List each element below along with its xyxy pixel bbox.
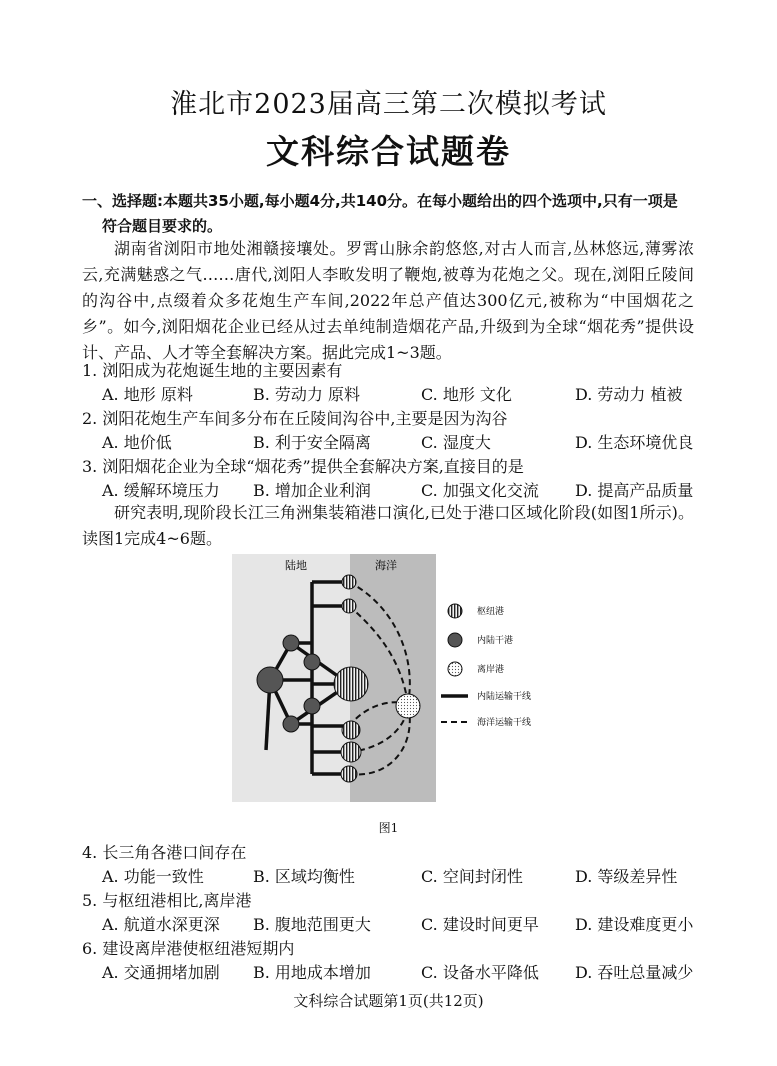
- exam-subtitle: 文科综合试题卷: [266, 132, 511, 171]
- question-3-option-d[interactable]: D. 提高产品质量: [575, 481, 694, 500]
- legend-inland-line: 内陆运输干线: [477, 692, 532, 702]
- question-3-option-c[interactable]: C. 加强文化交流: [421, 481, 539, 500]
- port-regionalization-diagram: [232, 554, 548, 802]
- legend-offshore: 离岸港: [477, 665, 505, 675]
- question-6-option-c[interactable]: C. 设备水平降低: [421, 963, 539, 982]
- question-6-option-d[interactable]: D. 吞吐总量减少: [575, 963, 694, 982]
- exam-title: 淮北市2023届高三第二次模拟考试: [170, 89, 607, 120]
- offshore-port: [396, 694, 420, 718]
- section-heading-line2: 符合题目要求的。: [102, 217, 223, 235]
- question-1-option-c[interactable]: C. 地形 文化: [421, 385, 512, 404]
- passage-2: 研究表明,现阶段长江三角洲集装箱港口演化,已处于港口区域化阶段(如图1所示)。读图1完成4~6题。: [82, 503, 694, 548]
- question-1-option-b[interactable]: B. 劳动力 原料: [253, 385, 361, 404]
- question-3-option-b[interactable]: B. 增加企业利润: [253, 481, 371, 500]
- hub-legend-icon: [448, 604, 462, 618]
- question-5-option-d[interactable]: D. 建设难度更小: [575, 915, 694, 934]
- question-2-option-a[interactable]: A. 地价低: [102, 433, 172, 452]
- question-2-option-d[interactable]: D. 生态环境优良: [575, 433, 694, 452]
- question-5-option-b[interactable]: B. 腹地范围更大: [253, 915, 371, 934]
- page-footer: 文科综合试题第1页(共12页): [293, 992, 484, 1010]
- question-4-stem: 4. 长三角各港口间存在: [82, 843, 247, 862]
- question-1-stem: 1. 浏阳成为花炮诞生地的主要因素有: [82, 361, 343, 380]
- question-3-option-a[interactable]: A. 缓解环境压力: [102, 481, 220, 500]
- question-4-option-d[interactable]: D. 等级差异性: [575, 867, 678, 886]
- question-3-stem: 3. 浏阳烟花企业为全球“烟花秀”提供全套解决方案,直接目的是: [82, 457, 524, 476]
- question-5-stem: 5. 与枢纽港相比,离岸港: [82, 891, 252, 910]
- inland-legend-icon: [448, 633, 462, 647]
- question-2-stem: 2. 浏阳花炮生产车间多分布在丘陵间沟谷中,主要是因为沟谷: [82, 409, 508, 428]
- question-6-stem: 6. 建设离岸港使枢纽港短期内: [82, 939, 295, 958]
- question-4-option-b[interactable]: B. 区域均衡性: [253, 867, 355, 886]
- question-5-option-c[interactable]: C. 建设时间更早: [421, 915, 539, 934]
- question-4-option-c[interactable]: C. 空间封闭性: [421, 867, 523, 886]
- question-6-option-a[interactable]: A. 交通拥堵加剧: [102, 963, 220, 982]
- question-5-option-a[interactable]: A. 航道水深更深: [102, 915, 220, 934]
- question-1-option-a[interactable]: A. 地形 原料: [102, 385, 193, 404]
- question-1-option-d[interactable]: D. 劳动力 植被: [575, 385, 683, 404]
- question-6-option-b[interactable]: B. 用地成本增加: [253, 963, 371, 982]
- offshore-legend-icon: [448, 662, 462, 676]
- figure-caption: 图1: [378, 821, 399, 835]
- legend-sea-line: 海洋运输干线: [477, 718, 532, 728]
- question-2-option-c[interactable]: C. 湿度大: [421, 433, 491, 452]
- legend-hub: 枢纽港: [477, 607, 505, 617]
- land-label: 陆地: [285, 559, 307, 572]
- passage-1: 湖南省浏阳市地处湘赣接壤处。罗霄山脉余韵悠悠,对古人而言,丛林悠远,薄雾浓云,充满魅惑之气……唐代,浏阳人李畋发明了鞭炮,被尊为花炮之父。现在,浏阳丘陵间的沟谷中,点缀着众多花炮生产车间,2022年总产值达300亿元,被称为“中国烟花之乡”。如今,浏阳烟花企业已经从过去单纯制造烟花产品,升级到为全球“烟花秀”提供设计、产品、人才等全套解决方案。据此完成1~3题。: [82, 239, 694, 362]
- question-4-option-a[interactable]: A. 功能一致性: [102, 867, 204, 886]
- question-2-option-b[interactable]: B. 利于安全隔离: [253, 433, 371, 452]
- sea-label: 海洋: [375, 559, 397, 572]
- legend-inland: 内陆干港: [477, 636, 514, 646]
- section-heading-line1: 一、选择题:本题共35小题,每小题4分,共140分。在每小题给出的四个选项中,只有一项是: [82, 192, 678, 210]
